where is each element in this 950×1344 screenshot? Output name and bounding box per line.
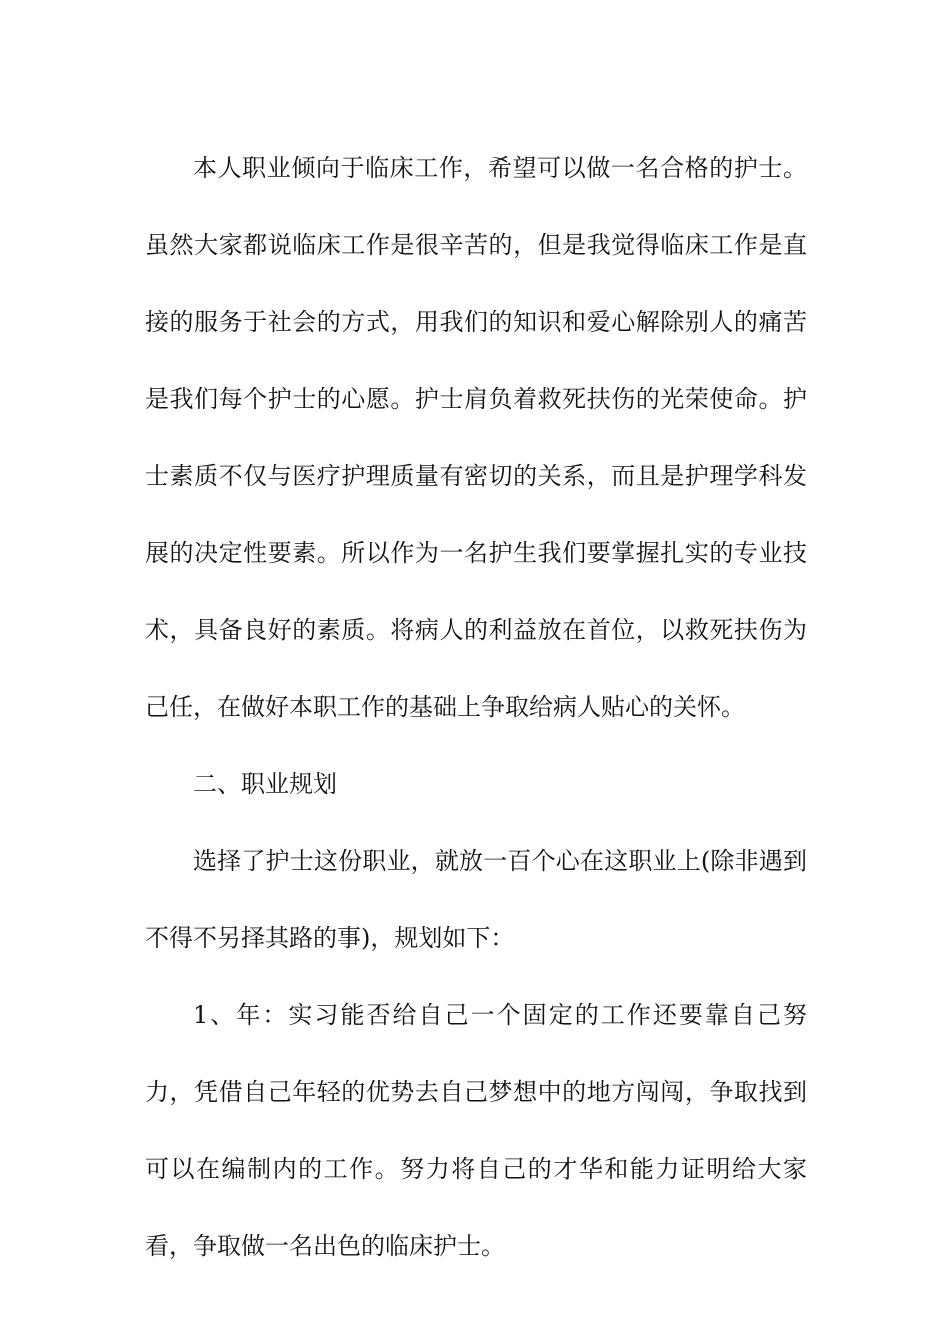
paragraph-plan-year-one: 1、年：实习能否给自己一个固定的工作还要靠自己努力，凭借自己年轻的优势去自己梦想中的地方闯闯，争取找到可以在编制内的工作。努力将自己的才华和能力证明给大家看，争取做一名出色的临床护士。 (145, 1001, 807, 1260)
paragraph-career-orientation: 本人职业倾向于临床工作，希望可以做一名合格的护士。虽然大家都说临床工作是很辛苦的，但是我觉得临床工作是直接的服务于社会的方式，用我们的知识和爱心解除别人的痛苦是我们每个护士的心愿。护士肩负着救死扶伤的光荣使命。护士素质不仅与医疗护理质量有密切的关系，而且是护理学科发展的决定性要素。所以作为一名护生我们要掌握扎实的专业技术，具备良好的素质。将病人的利益放在首位，以救死扶伤为己任，在做好本职工作的基础上争取给病人贴心的关怀。 (145, 154, 807, 721)
section-heading-career-planning: 二、职业规划 (193, 770, 337, 798)
document-body (145, 130, 807, 1285)
paragraph-plan-intro: 选择了护士这份职业，就放一百个心在这职业上(除非遇到不得不另择其路的事)，规划如下： (145, 847, 807, 952)
